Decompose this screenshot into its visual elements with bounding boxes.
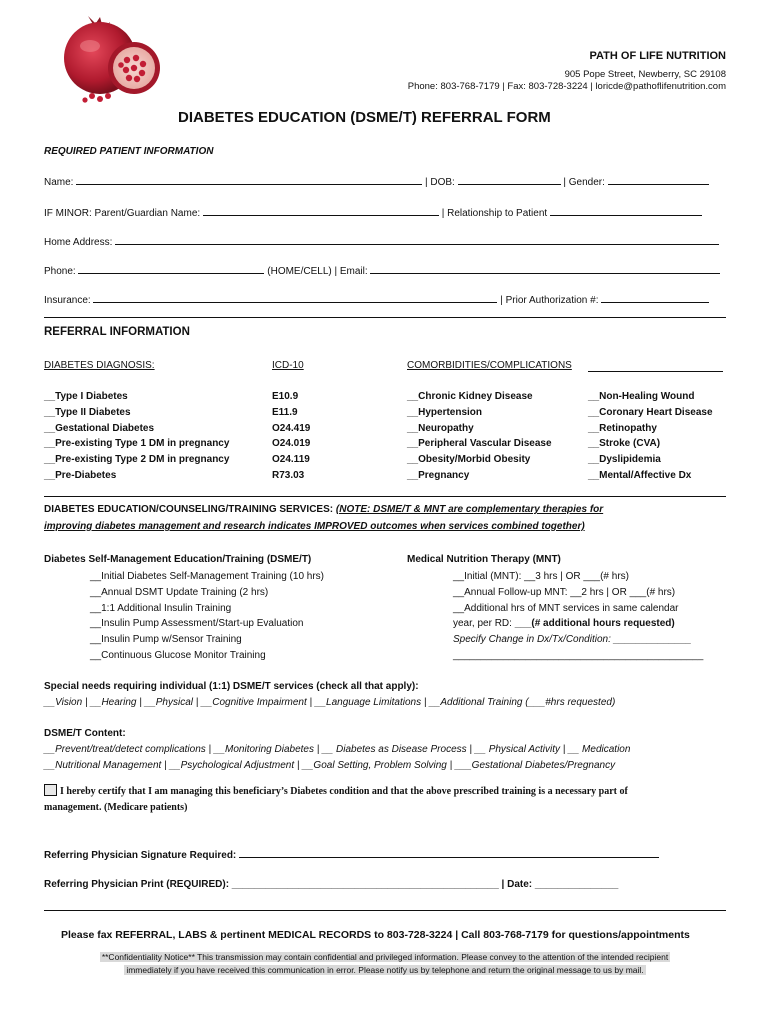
comorbid-list-left	[407, 389, 552, 484]
dob-field[interactable]	[458, 175, 561, 185]
minor-label: IF MINOR: Parent/Guardian Name:	[44, 208, 201, 219]
diagnosis-item[interactable]: __Pre-existing Type 1 DM in pregnancy	[44, 438, 230, 450]
comorbidity-item[interactable]: __Retinopathy	[588, 422, 657, 434]
comorbid-list-right	[588, 389, 713, 484]
certify-line	[44, 784, 628, 797]
certify-text-continued: management. (Medicare patients)	[44, 802, 188, 813]
confidentiality-notice-line2	[0, 965, 770, 975]
diagnosis-col-header: DIABETES DIAGNOSIS:	[44, 360, 155, 371]
dsme-item[interactable]: __Continuous Glucose Monitor Training	[90, 649, 266, 661]
diagnosis-list	[44, 389, 229, 484]
diagnosis-item[interactable]: __Pre-Diabetes	[44, 469, 117, 481]
signature-field[interactable]	[239, 848, 659, 858]
mnt-item[interactable]: __Annual Follow-up MNT: __2 hrs | OR ___(# hrs)	[453, 586, 676, 598]
comorbidity-item[interactable]: __Pregnancy	[407, 469, 470, 481]
org-address: 905 Pope Street, Newberry, SC 29108	[564, 69, 726, 80]
icd-list	[272, 389, 310, 484]
services-heading: DIABETES EDUCATION/COUNSELING/TRAINING SERVICES:	[44, 504, 334, 515]
diagnosis-item[interactable]: __Type II Diabetes	[44, 406, 131, 418]
content-options-line1[interactable]: __Prevent/treat/detect complications | __Monitoring Diabetes | __ Diabetes as Disease Process | __ Physical Activity | __ Medication	[44, 744, 631, 755]
certify-text: I hereby certify that I am managing this beneficiary’s Diabetes condition and that the above prescribed training is a necessary part of	[60, 786, 628, 797]
name-label: Name:	[44, 177, 74, 188]
mnt-year-bold: ___(# additional hours requested)	[514, 618, 675, 630]
services-note: (NOTE: DSME/T & MNT are complementary therapies for	[335, 504, 604, 515]
comorbidity-item[interactable]: __Stroke (CVA)	[588, 438, 661, 450]
name-field[interactable]	[76, 175, 422, 185]
comorbidity-item[interactable]: __Neuropathy	[407, 422, 474, 434]
phone-row	[44, 264, 720, 277]
pomegranate-logo	[48, 8, 168, 108]
org-contact: Phone: 803-768-7179 | Fax: 803-728-3224 | loricde@pathoflifenutrition.com	[407, 81, 726, 92]
signature-label: Referring Physician Signature Required:	[44, 850, 237, 861]
address-row	[44, 235, 719, 248]
dsme-item[interactable]: __Initial Diabetes Self-Management Training (10 hrs)	[90, 571, 325, 582]
icd-code: R73.03	[272, 469, 305, 481]
content-options-line2[interactable]: __Nutritional Management | __Psychological Adjustment | __Goal Setting, Problem Solving | ___Gestational Diabetes/Pregnancy	[44, 760, 616, 771]
mnt-specify-change[interactable]: Specify Change in Dx/Tx/Condition: ______________	[453, 634, 692, 646]
services-heading-line	[44, 504, 603, 515]
gender-label: | Gender:	[563, 177, 605, 188]
relationship-label: | Relationship to Patient	[441, 208, 548, 219]
comorbid-col-header: COMORBIDITIES/COMPLICATIONS	[407, 360, 572, 371]
comorbidity-item[interactable]: __Non-Healing Wound	[588, 391, 695, 402]
icd-col-header: ICD-10	[272, 360, 304, 371]
insurance-label: Insurance:	[44, 295, 91, 306]
guardian-field[interactable]	[203, 206, 439, 216]
divider	[44, 317, 726, 318]
address-field[interactable]	[115, 235, 719, 245]
mnt-item-additional-hours[interactable]	[453, 616, 703, 632]
gender-field[interactable]	[608, 175, 709, 185]
fax-instructions: Please fax REFERRAL, LABS & pertinent MEDICAL RECORDS to 803-728-3224 | Call 803-768-7179 for questions/appointments	[61, 929, 690, 941]
mnt-list	[453, 569, 703, 664]
form-title: DIABETES EDUCATION (DSME/T) REFERRAL FORM	[178, 109, 551, 126]
dsme-list	[90, 569, 324, 664]
email-field[interactable]	[370, 264, 720, 274]
org-name: PATH OF LIFE NUTRITION	[589, 50, 726, 62]
comorbidity-item[interactable]: __Hypertension	[407, 406, 483, 418]
comorbid-header-underline	[588, 371, 723, 372]
phone-type-label: (HOME/CELL) | Email:	[267, 266, 368, 277]
relationship-field[interactable]	[550, 206, 702, 216]
icd-code: O24.419	[272, 422, 311, 434]
prior-auth-field[interactable]	[601, 293, 709, 303]
referral-heading: REFERRAL INFORMATION	[44, 326, 190, 338]
insurance-field[interactable]	[93, 293, 497, 303]
divider	[44, 910, 726, 911]
certify-checkbox[interactable]	[44, 784, 57, 796]
icd-code: O24.119	[272, 454, 310, 466]
prior-auth-label: | Prior Authorization #:	[500, 295, 599, 306]
diagnosis-item[interactable]: __Type I Diabetes	[44, 391, 128, 402]
comorbidity-item[interactable]: __Chronic Kidney Disease	[407, 391, 533, 402]
comorbidity-item[interactable]: __Mental/Affective Dx	[588, 469, 692, 481]
special-options[interactable]: __Vision | __Hearing | __Physical | __Cognitive Impairment | __Language Limitations | __Additional Training (___#hrs requested)	[44, 697, 616, 708]
mnt-year-prefix: year, per RD:	[453, 618, 515, 630]
dsme-item[interactable]: __Annual DSMT Update Training (2 hrs)	[90, 586, 269, 598]
diagnosis-item[interactable]: __Gestational Diabetes	[44, 422, 155, 434]
confidentiality-notice-text: **Confidentiality Notice** This transmission may contain confidential and privileged information. Please convey to the attention of the intended recipient	[101, 952, 669, 962]
phone-field[interactable]	[78, 264, 264, 274]
print-name-row[interactable]: Referring Physician Print (REQUIRED): ________________________________________________ | Date: _______________	[44, 879, 619, 890]
content-heading: DSME/T Content:	[44, 728, 126, 739]
diagnosis-item[interactable]: __Pre-existing Type 2 DM in pregnancy	[44, 454, 230, 466]
comorbidity-item[interactable]: __Peripheral Vascular Disease	[407, 438, 552, 450]
mnt-item[interactable]: __Initial (MNT): __3 hrs | OR ___(# hrs)	[453, 571, 629, 582]
insurance-row	[44, 293, 709, 306]
address-label: Home Address:	[44, 237, 113, 248]
patient-heading: REQUIRED PATIENT INFORMATION	[44, 146, 214, 157]
special-heading: Special needs requiring individual (1:1) DSME/T services (check all that apply):	[44, 681, 419, 692]
dsme-item[interactable]: __1:1 Additional Insulin Training	[90, 602, 232, 614]
divider	[44, 496, 726, 497]
mnt-title: Medical Nutrition Therapy (MNT)	[407, 554, 561, 565]
dsme-item[interactable]: __Insulin Pump w/Sensor Training	[90, 634, 242, 646]
signature-row	[44, 848, 659, 861]
minor-row	[44, 206, 702, 219]
comorbidity-item[interactable]: __Dyslipidemia	[588, 454, 661, 466]
phone-label: Phone:	[44, 266, 76, 277]
confidentiality-notice-line1	[0, 952, 770, 962]
icd-code: O24.019	[272, 438, 311, 450]
confidentiality-notice-text: immediately if you have received this communication in error. Please notify us by telephone and return the original message to us by mail.	[126, 965, 644, 975]
dsme-title: Diabetes Self-Management Education/Training (DSME/T)	[44, 554, 312, 565]
mnt-item[interactable]: __Additional hrs of MNT services in same calendar	[453, 602, 679, 614]
icd-code: E10.9	[272, 391, 299, 402]
comorbidity-item[interactable]: __Coronary Heart Disease	[588, 406, 713, 418]
patient-name-row	[44, 175, 709, 188]
dob-label: | DOB:	[425, 177, 455, 188]
mnt-specify-line[interactable]: _____________________________________________	[453, 649, 704, 661]
dsme-item[interactable]: __Insulin Pump Assessment/Start-up Evaluation	[90, 618, 304, 630]
comorbidity-item[interactable]: __Obesity/Morbid Obesity	[407, 454, 531, 466]
icd-code: E11.9	[272, 406, 298, 418]
services-note-continued: improving diabetes management and research indicates IMPROVED outcomes when services combined together)	[44, 521, 585, 532]
